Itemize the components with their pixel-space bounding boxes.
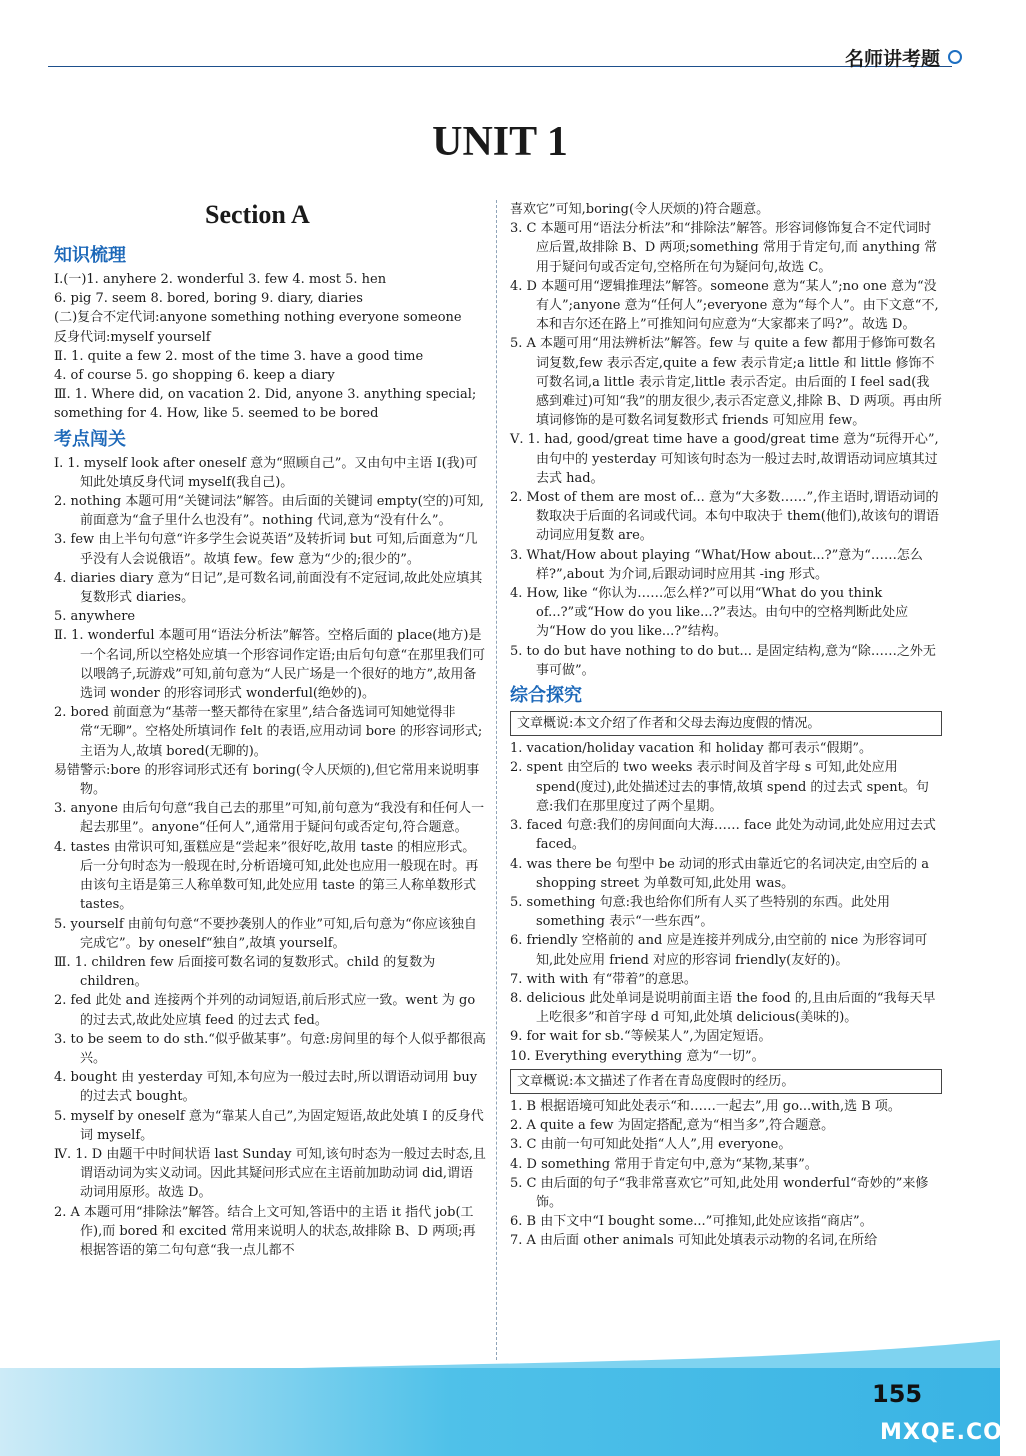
kz-item: 4. of course 5. go shopping 6. keep a diary: [54, 368, 335, 384]
kd-item: 4. tastes 由常识可知,蛋糕应是“尝起来”很好吃,故用 taste 的相应形式。后一分句时态为一般现在时,分析语境可知,此处也应用一般现在时。再由该句主语是第三人称单数可知,此处应用 taste 的第三人称单数形式 tastes。: [54, 839, 479, 913]
r1-item: 喜欢它”可知,boring(令人厌烦的)符合题意。: [510, 202, 770, 217]
kd-item: 4. bought 由 yesterday 可知,本句应为一般过去时,所以谓语动词用 buy 的过去式 bought。: [54, 1070, 478, 1105]
page-number: 155: [872, 1380, 923, 1408]
zh1-item: 9. for wait for sb.“等候某人”,为固定短语。: [510, 1029, 772, 1045]
heading-checkpoints: 考点闯关: [54, 428, 126, 450]
footer-band: [0, 1368, 1000, 1456]
zh2-item: 7. A 由后面 other animals 可知此处填表示动物的名词,在所给: [510, 1233, 878, 1249]
kd-item: 3. to be seem to do sth.“似乎做某事”。句意:房间里的每个人似乎都很高兴。: [54, 1031, 486, 1066]
kd-item: Ⅰ. 1. myself look after oneself 意为“照顾自己”。又由句中主语 I(我)可知此处填反身代词 myself(我自己)。: [54, 455, 478, 490]
header-rule: [48, 66, 952, 67]
kd-item: 2. A 本题可用“排除法”解答。结合上文可知,答语中的主语 it 指代 job(工作),而 bored 和 excited 常用来说明人的状态,故排除 B、D 两项;再根据答语的第二句句意“我一点儿都不: [54, 1204, 476, 1258]
right-column: [510, 200, 942, 1251]
kd-item: 3. anyone 由后句句意“我自己去的那里”可知,前句意为“我没有和任何人一起去那里”。anyone“任何人”,通常用于疑问句或否定句,符合题意。: [54, 801, 485, 836]
heading-comprehensive: 综合探究: [510, 685, 582, 707]
zh1-item: 7. with with 有“带着”的意思。: [510, 971, 697, 987]
kz-item: Ⅰ.(一)1. anyhere 2. wonderful 3. few 4. most 5. hen: [54, 272, 387, 287]
kd-item: Ⅳ. 1. D 由题干中时间状语 last Sunday 可知,该句时态为一般过去时态,且谓语动词为实义动词。因此其疑问形式应在主语前加助动词 did,谓语动词用原形。故选 D。: [54, 1146, 486, 1201]
kd-item: 3. few 由上半句句意“许多学生会说英语”及转折词 but 可知,后面意为“几乎没有人会说俄语”。故填 few。few 意为“少的;很少的”。: [54, 532, 478, 567]
kd-item: 2. bored 前面意为“基蒂一整天都待在家里”,结合备选词可知她觉得非常“无聊”。空格处所填词作 felt 的表语,应用动词 bore 的形容词形式;主语为人,故填 bored(无聊的)。: [54, 705, 483, 759]
zh1-item: 6. friendly 空格前的 and 应是连接并列成分,由空前的 nice 为形容词可知,此处应用 friend 对应的形容词 friendly(友好的)。: [510, 933, 928, 968]
column-divider: [496, 200, 497, 1360]
zh1-item: 1. vacation/holiday vacation 和 holiday 都可表示“假期”。: [510, 741, 873, 757]
kd-item: 4. diaries diary 意为“日记”,是可数名词,前面没有不定冠词,故此处应填其复数形式 diaries。: [54, 570, 483, 606]
zh1-item: 4. was there be 句型中 be 动词的形式由靠近它的名词决定,由空后的 a shopping street 为单数可知,此处用 was。: [510, 856, 929, 891]
kd-item: 5. myself by oneself 意为“靠某人自己”,为固定短语,故此处填 I 的反身代词 myself。: [54, 1108, 484, 1143]
zh2-item: 4. D something 常用于肯定句中,意为“某物,某事”。: [510, 1156, 818, 1172]
kz-item: 6. pig 7. seem 8. bored, boring 9. diary, diaries: [54, 291, 363, 307]
zh1-item: 5. something 句意:我也给你们所有人买了些特别的东西。此处用 something 表示“一些东西”。: [510, 894, 891, 930]
zh1-item: 2. spent 由空后的 two weeks 表示时间及首字母 s 可知,此处应用 spend(度过),此处描述过去的事情,故填 spend 的过去式 spent。句意:我们在那里度过了两个星期。: [510, 760, 929, 814]
left-column: [54, 240, 486, 1260]
zh1-item: 8. delicious 此处单词是说明前面主语 the food 的,且由后面的“我每天早上吃很多”和首字母 d 可知,此处填 delicious(美味的)。: [510, 990, 936, 1026]
r1-item: 5. A 本题可用“用法辨析法”解答。few 与 quite a few 都用于修饰可数名词复数,few 表示否定,quite a few 表示肯定;a little 和 little 修饰不可数名词,a little 表示肯定,little 表示否定。由后面的 I feel sad(我感到难过)可知“我”的朋友很少,表示否定意义,排除 B、D 两项。再由所填词修饰的是可数名词复数形式 friends 可知应用 few。: [510, 336, 942, 429]
kz-item: Ⅲ. 1. Where did, on vacation 2. Did, anyone 3. anything special;: [54, 387, 477, 403]
r1-item: Ⅴ. 1. had, good/great time have a good/great time 意为“玩得开心”,由句中的 yesterday 可知该句时态为一般过去时,故谓语动词应填其过去式 had。: [510, 432, 939, 486]
checkpoint-list: [54, 454, 486, 1261]
kz-item: something for 4. How, like 5. seemed to be bored: [54, 406, 379, 422]
answer-list: [510, 200, 942, 680]
kd-item: 5. anywhere: [54, 609, 136, 625]
kd-item: 5. yourself 由前句句意“不要抄袭别人的作业”可知,后句意为“你应该独自完成它”。by oneself“独自”,故填 yourself。: [54, 916, 477, 951]
heading-knowledge: 知识梳理: [54, 245, 126, 266]
kz-item: (二)复合不定代词:anyone something nothing everyone someone: [54, 310, 462, 326]
zh2-item: 1. B 根据语境可知此处表示“和……一起去”,用 go...with,选 B 项。: [510, 1098, 901, 1114]
zh1-item: 10. Everything everything 意为“一切”。: [510, 1048, 765, 1064]
r1-item: 3. What/How about playing “What/How about...?”意为“……怎么样?”,about 为介词,后跟动词时应用其 -ing 形式。: [510, 547, 923, 582]
r1-item: 3. C 本题可用“语法分析法”和“排除法”解答。形容词修饰复合不定代词时应后置,故排除 B、D 两项;something 常用于肯定句,而 anything 常用于疑问句或否定句,空格所在句为疑问句,故选 C。: [510, 221, 938, 275]
comprehensive-list-2: [510, 1097, 942, 1251]
knowledge-list: [54, 270, 486, 424]
r1-item: 5. to do but have nothing to do but... 是固定结构,意为“除……之外无事可做”。: [510, 643, 936, 678]
kd-item: 2. nothing 本题可用“关键词法”解答。由后面的关键词 empty(空的)可知,前面意为“盒子里什么也没有”。nothing 代词,意为“没有什么”。: [54, 494, 484, 529]
kd-item: 易错警示:bore 的形容词形式还有 boring(令人厌烦的),但它常用来说明事物。: [54, 762, 480, 798]
r1-item: 2. Most of them are most of... 意为“大多数……”,作主语时,谓语动词的数取决于后面的名词或代词。本句中取决于 them(他们),故该句的谓语动词应用复数 are。: [510, 490, 940, 544]
zh1-item: 3. faced 句意:我们的房间面向大海…… face 此处为动词,此处应用过去式 faced。: [510, 818, 936, 853]
section-title: Section A: [205, 200, 310, 229]
zh2-item: 5. C 由后面的句子“我非常喜欢它”可知,此处用 wonderful“奇妙的”来修饰。: [510, 1175, 929, 1210]
summary-box-2: 文章概说:本文描述了作者在青岛度假时的经历。: [510, 1069, 942, 1094]
circle-icon: [948, 50, 962, 64]
summary-box-1: 文章概说:本文介绍了作者和父母去海边度假的情况。: [510, 711, 942, 736]
r1-item: 4. How, like “你认为……怎么样?”可以用“What do you think of...?”或“How do you like...?”表达。由句中的空格判断此处应为“How do you like...?”结构。: [510, 586, 909, 640]
kz-item: 反身代词:myself yourself: [54, 329, 211, 345]
zh2-item: 6. B 由下文中“I bought some...”可推知,此处应该指“商店”。: [510, 1214, 873, 1230]
comprehensive-list-1: [510, 739, 942, 1065]
zh2-item: 3. C 由前一句可知此处指“人人”,用 everyone。: [510, 1137, 792, 1153]
watermark: MXQE.COM: [880, 1420, 1026, 1445]
zh2-item: 2. A quite a few 为固定搭配,意为“相当多”,符合题意。: [510, 1118, 835, 1134]
kz-item: Ⅱ. 1. quite a few 2. most of the time 3. have a good time: [54, 348, 424, 364]
kd-item: 2. fed 此处 and 连接两个并列的动词短语,前后形式应一致。went 为 go 的过去式,故此处应填 feed 的过去式 fed。: [54, 993, 476, 1028]
kd-item: Ⅲ. 1. children few 后面接可数名词的复数形式。child 的复数为 children。: [54, 954, 436, 990]
kd-item: Ⅱ. 1. wonderful 本题可用“语法分析法”解答。空格后面的 place(地方)是一个名词,所以空格处应填一个形容词作定语;由后句句意“在那里我们可以喂鸽子,玩游戏”可知,前句意为“人民广场是一个很好的地方”,故用备选词 wonder 的形容词形式 wonderful(绝妙的)。: [54, 628, 486, 702]
unit-title: UNIT 1: [432, 119, 568, 165]
r1-item: 4. D 本题可用“逻辑推理法”解答。someone 意为“某人”;no one 意为“没有人”;anyone 意为“任何人”;everyone 意为“每个人”。由下文意“不,本和吉尔还在路上”可推知问句应意为“大家都来了吗?”。故选 D。: [510, 278, 939, 333]
header-label: 名师讲考题: [844, 48, 940, 70]
